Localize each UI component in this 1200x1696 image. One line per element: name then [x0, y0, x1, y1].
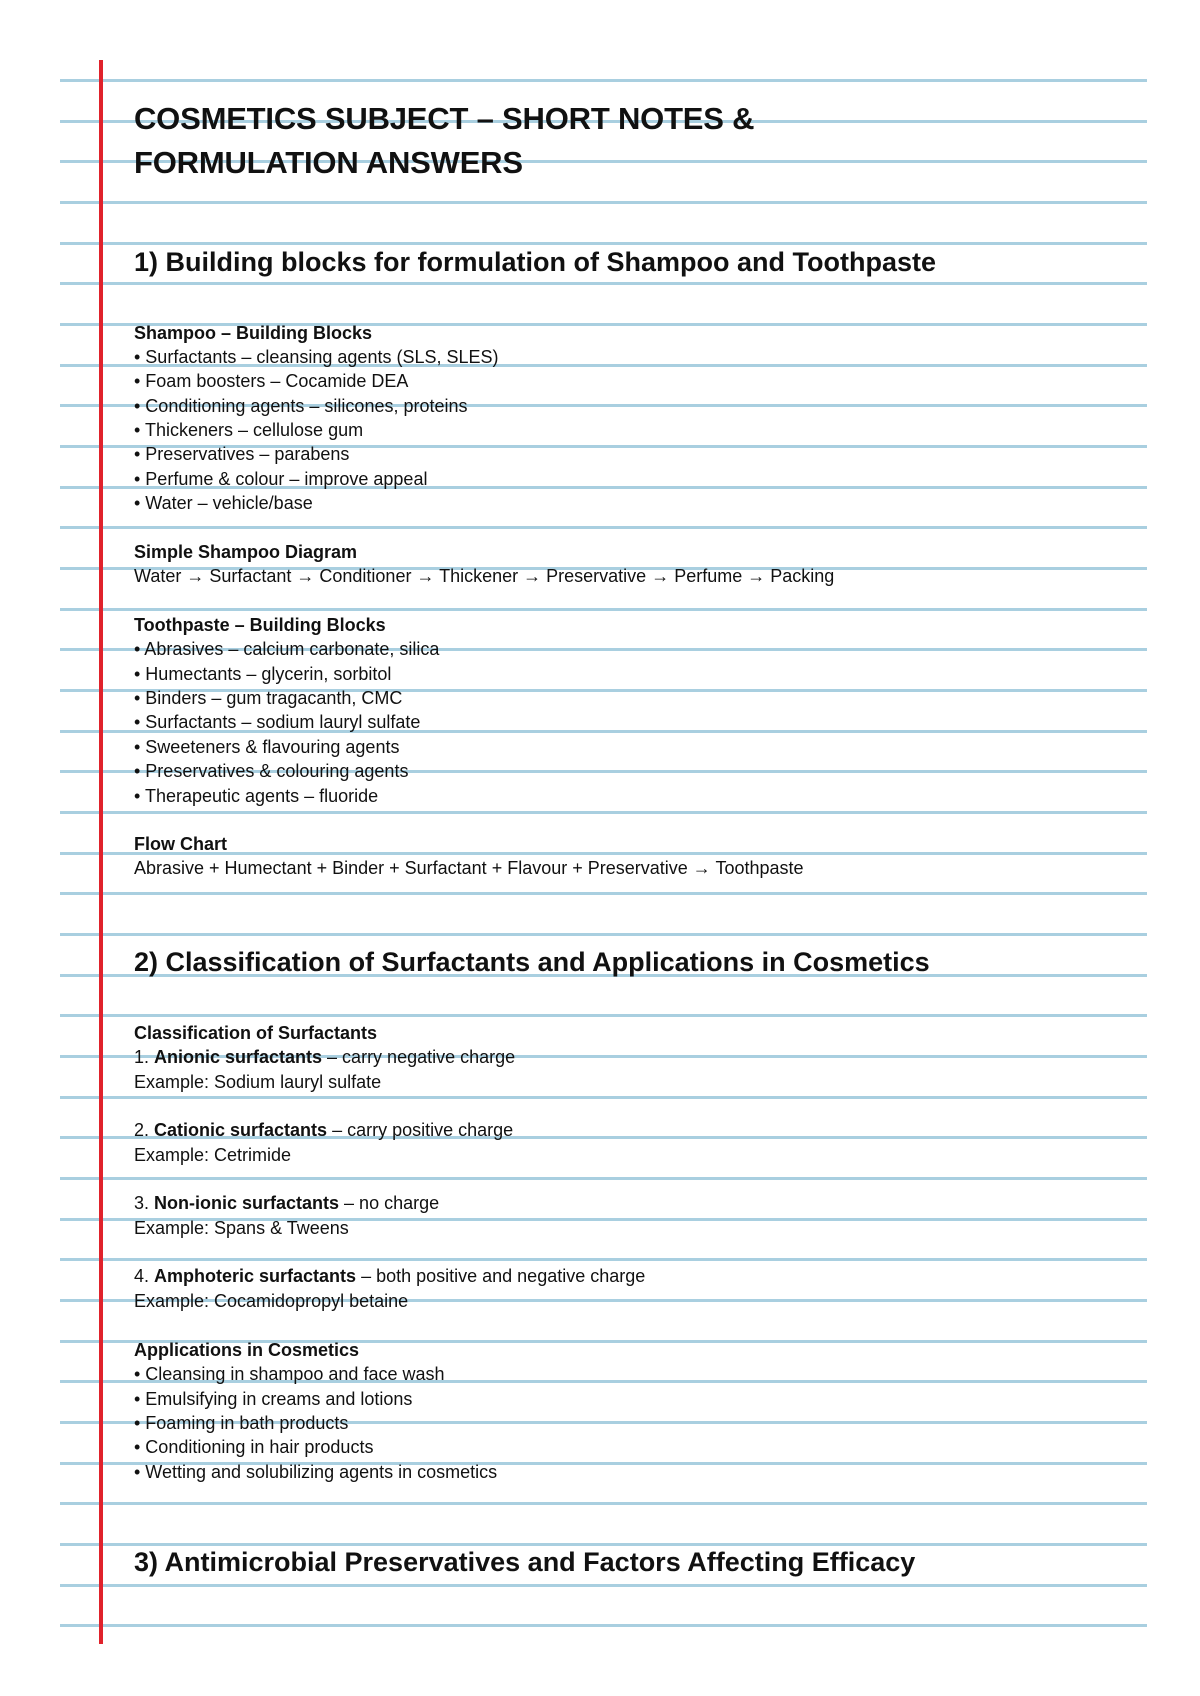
flow-chart-text: Abrasive + Humectant + Binder + Surfactant + Flavour + Preservative → Toothpaste: [134, 858, 804, 878]
rule-line: [60, 201, 1147, 204]
flow-chart-heading: Flow Chart: [134, 834, 227, 854]
rule-line: [60, 1258, 1147, 1261]
rule-line: [60, 1584, 1147, 1587]
rule-line: [60, 1624, 1147, 1627]
section-3-heading: 3) Antimicrobial Preservatives and Factors Affecting Efficacy: [134, 1547, 916, 1577]
section-2-heading: 2) Classification of Surfactants and Applications in Cosmetics: [134, 947, 930, 977]
list-item: • Cleansing in shampoo and face wash: [134, 1364, 445, 1384]
rule-line: [60, 526, 1147, 529]
margin-line: [99, 60, 103, 1644]
page-title-line-2: FORMULATION ANSWERS: [134, 145, 523, 180]
list-item: • Water – vehicle/base: [134, 493, 313, 513]
diagram-text: Water → Surfactant → Conditioner → Thickener → Preservative → Perfume → Packing: [134, 566, 835, 586]
surfactant-example-1: Example: Sodium lauryl sulfate: [134, 1072, 382, 1092]
rule-line: [60, 79, 1147, 82]
list-item: • Sweeteners & flavouring agents: [134, 737, 400, 757]
list-item: • Perfume & colour – improve appeal: [134, 469, 428, 489]
list-item: • Preservatives & colouring agents: [134, 761, 409, 781]
rule-line: [60, 1014, 1147, 1017]
rule-line: [60, 608, 1147, 611]
applications-heading: Applications in Cosmetics: [134, 1340, 360, 1360]
list-item: • Surfactants – sodium lauryl sulfate: [134, 712, 421, 732]
rule-line: [60, 811, 1147, 814]
list-item: • Abrasives – calcium carbonate, silica: [134, 639, 440, 659]
rule-line: [60, 892, 1147, 895]
list-item: • Preservatives – parabens: [134, 444, 350, 464]
surfactant-class-4: 4. Amphoteric surfactants – both positive and negative charge: [134, 1266, 646, 1286]
list-item: • Wetting and solubilizing agents in cosmetics: [134, 1462, 498, 1482]
rule-line: [60, 933, 1147, 936]
list-item: • Conditioning agents – silicones, proteins: [134, 396, 468, 416]
page-title-line-1: COSMETICS SUBJECT – SHORT NOTES &: [134, 101, 755, 136]
list-item: • Humectants – glycerin, sorbitol: [134, 664, 392, 684]
surfactant-name: Cationic surfactants: [154, 1120, 328, 1140]
section-1-heading: 1) Building blocks for formulation of Shampoo and Toothpaste: [134, 247, 936, 277]
rule-line: [60, 1177, 1147, 1180]
surfactant-name: Anionic surfactants: [154, 1047, 323, 1067]
list-item: • Binders – gum tragacanth, CMC: [134, 688, 403, 708]
surfactant-name: Non-ionic surfactants: [154, 1193, 340, 1213]
list-item: • Thickeners – cellulose gum: [134, 420, 364, 440]
surfactant-name: Amphoteric surfactants: [154, 1266, 357, 1286]
list-item: • Foam boosters – Cocamide DEA: [134, 371, 409, 391]
classification-heading: Classification of Surfactants: [134, 1023, 378, 1043]
surfactant-class-2: 2. Cationic surfactants – carry positive charge: [134, 1120, 514, 1140]
rule-line: [60, 1096, 1147, 1099]
toothpaste-heading: Toothpaste – Building Blocks: [134, 615, 386, 635]
rule-line: [60, 282, 1147, 285]
rule-line: [60, 1502, 1147, 1505]
shampoo-heading: Shampoo – Building Blocks: [134, 323, 373, 343]
list-item: • Emulsifying in creams and lotions: [134, 1389, 413, 1409]
list-item: • Conditioning in hair products: [134, 1437, 374, 1457]
surfactant-example-4: Example: Cocamidopropyl betaine: [134, 1291, 409, 1311]
surfactant-example-3: Example: Spans & Tweens: [134, 1218, 349, 1238]
list-item: • Surfactants – cleansing agents (SLS, SLES): [134, 347, 499, 367]
list-item: • Foaming in bath products: [134, 1413, 349, 1433]
list-item: • Therapeutic agents – fluoride: [134, 786, 379, 806]
surfactant-class-1: 1. Anionic surfactants – carry negative charge: [134, 1047, 516, 1067]
surfactant-example-2: Example: Cetrimide: [134, 1145, 292, 1165]
diagram-heading: Simple Shampoo Diagram: [134, 542, 358, 562]
surfactant-class-3: 3. Non-ionic surfactants – no charge: [134, 1193, 440, 1213]
